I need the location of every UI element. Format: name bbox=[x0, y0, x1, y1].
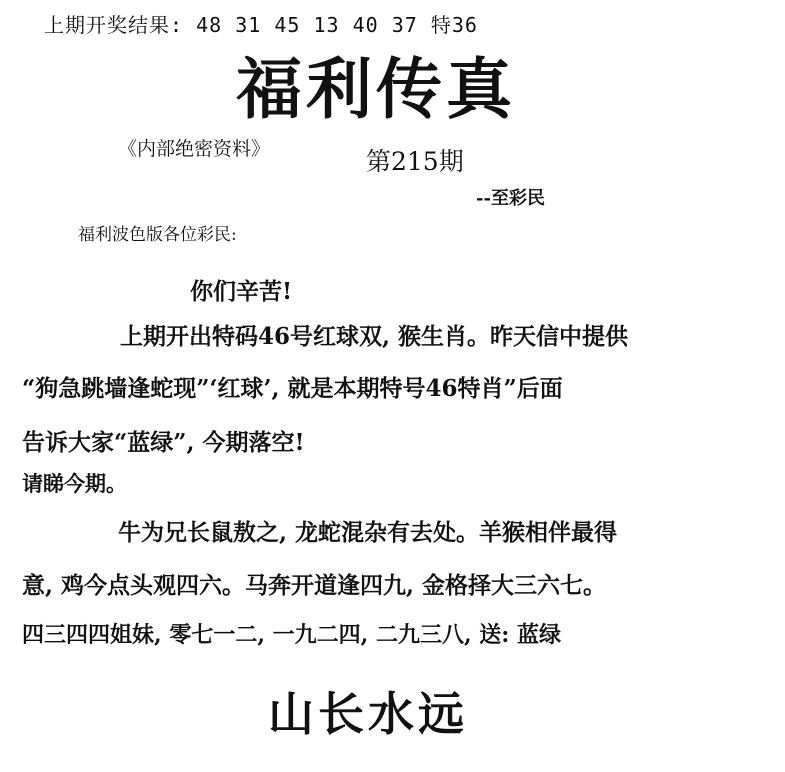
letter-line: “狗急跳墙逢蛇现”‘红球’, 就是本期特号46特肖”后面 bbox=[22, 375, 563, 402]
letter-line: 牛为兄长鼠敖之, 龙蛇混杂有去处。羊猴相伴最得 bbox=[118, 519, 618, 546]
source-label: 《内部绝密资料》 bbox=[118, 138, 271, 160]
letter-line: 告诉大家“蓝绿”, 今期落空! bbox=[22, 429, 305, 456]
letter-line: 上期开出特码46号红球双, 猴生肖。昨天信中提供 bbox=[120, 323, 629, 350]
letter-greeting: 福利波色版各位彩民: bbox=[78, 225, 237, 245]
letter-line: 请睇今期。 bbox=[22, 471, 127, 496]
page-title: 福利传真 bbox=[236, 50, 516, 128]
recipient-line: --至彩民 bbox=[476, 188, 545, 209]
closing-phrase: 山长水远 bbox=[268, 687, 468, 741]
issue-number: 第215期 bbox=[366, 147, 464, 176]
letter-line: 四三四四姐妹, 零七一二, 一九二四, 二九三八, 送: 蓝绿 bbox=[22, 622, 562, 648]
last-draw-results: 上期开奖结果: 48 31 45 13 40 37 特36 bbox=[44, 13, 478, 37]
letter-salutation: 你们辛苦! bbox=[190, 278, 293, 305]
letter-line: 意, 鸡今点头观四六。马奔开道逢四九, 金格择大三六七。 bbox=[22, 572, 607, 599]
